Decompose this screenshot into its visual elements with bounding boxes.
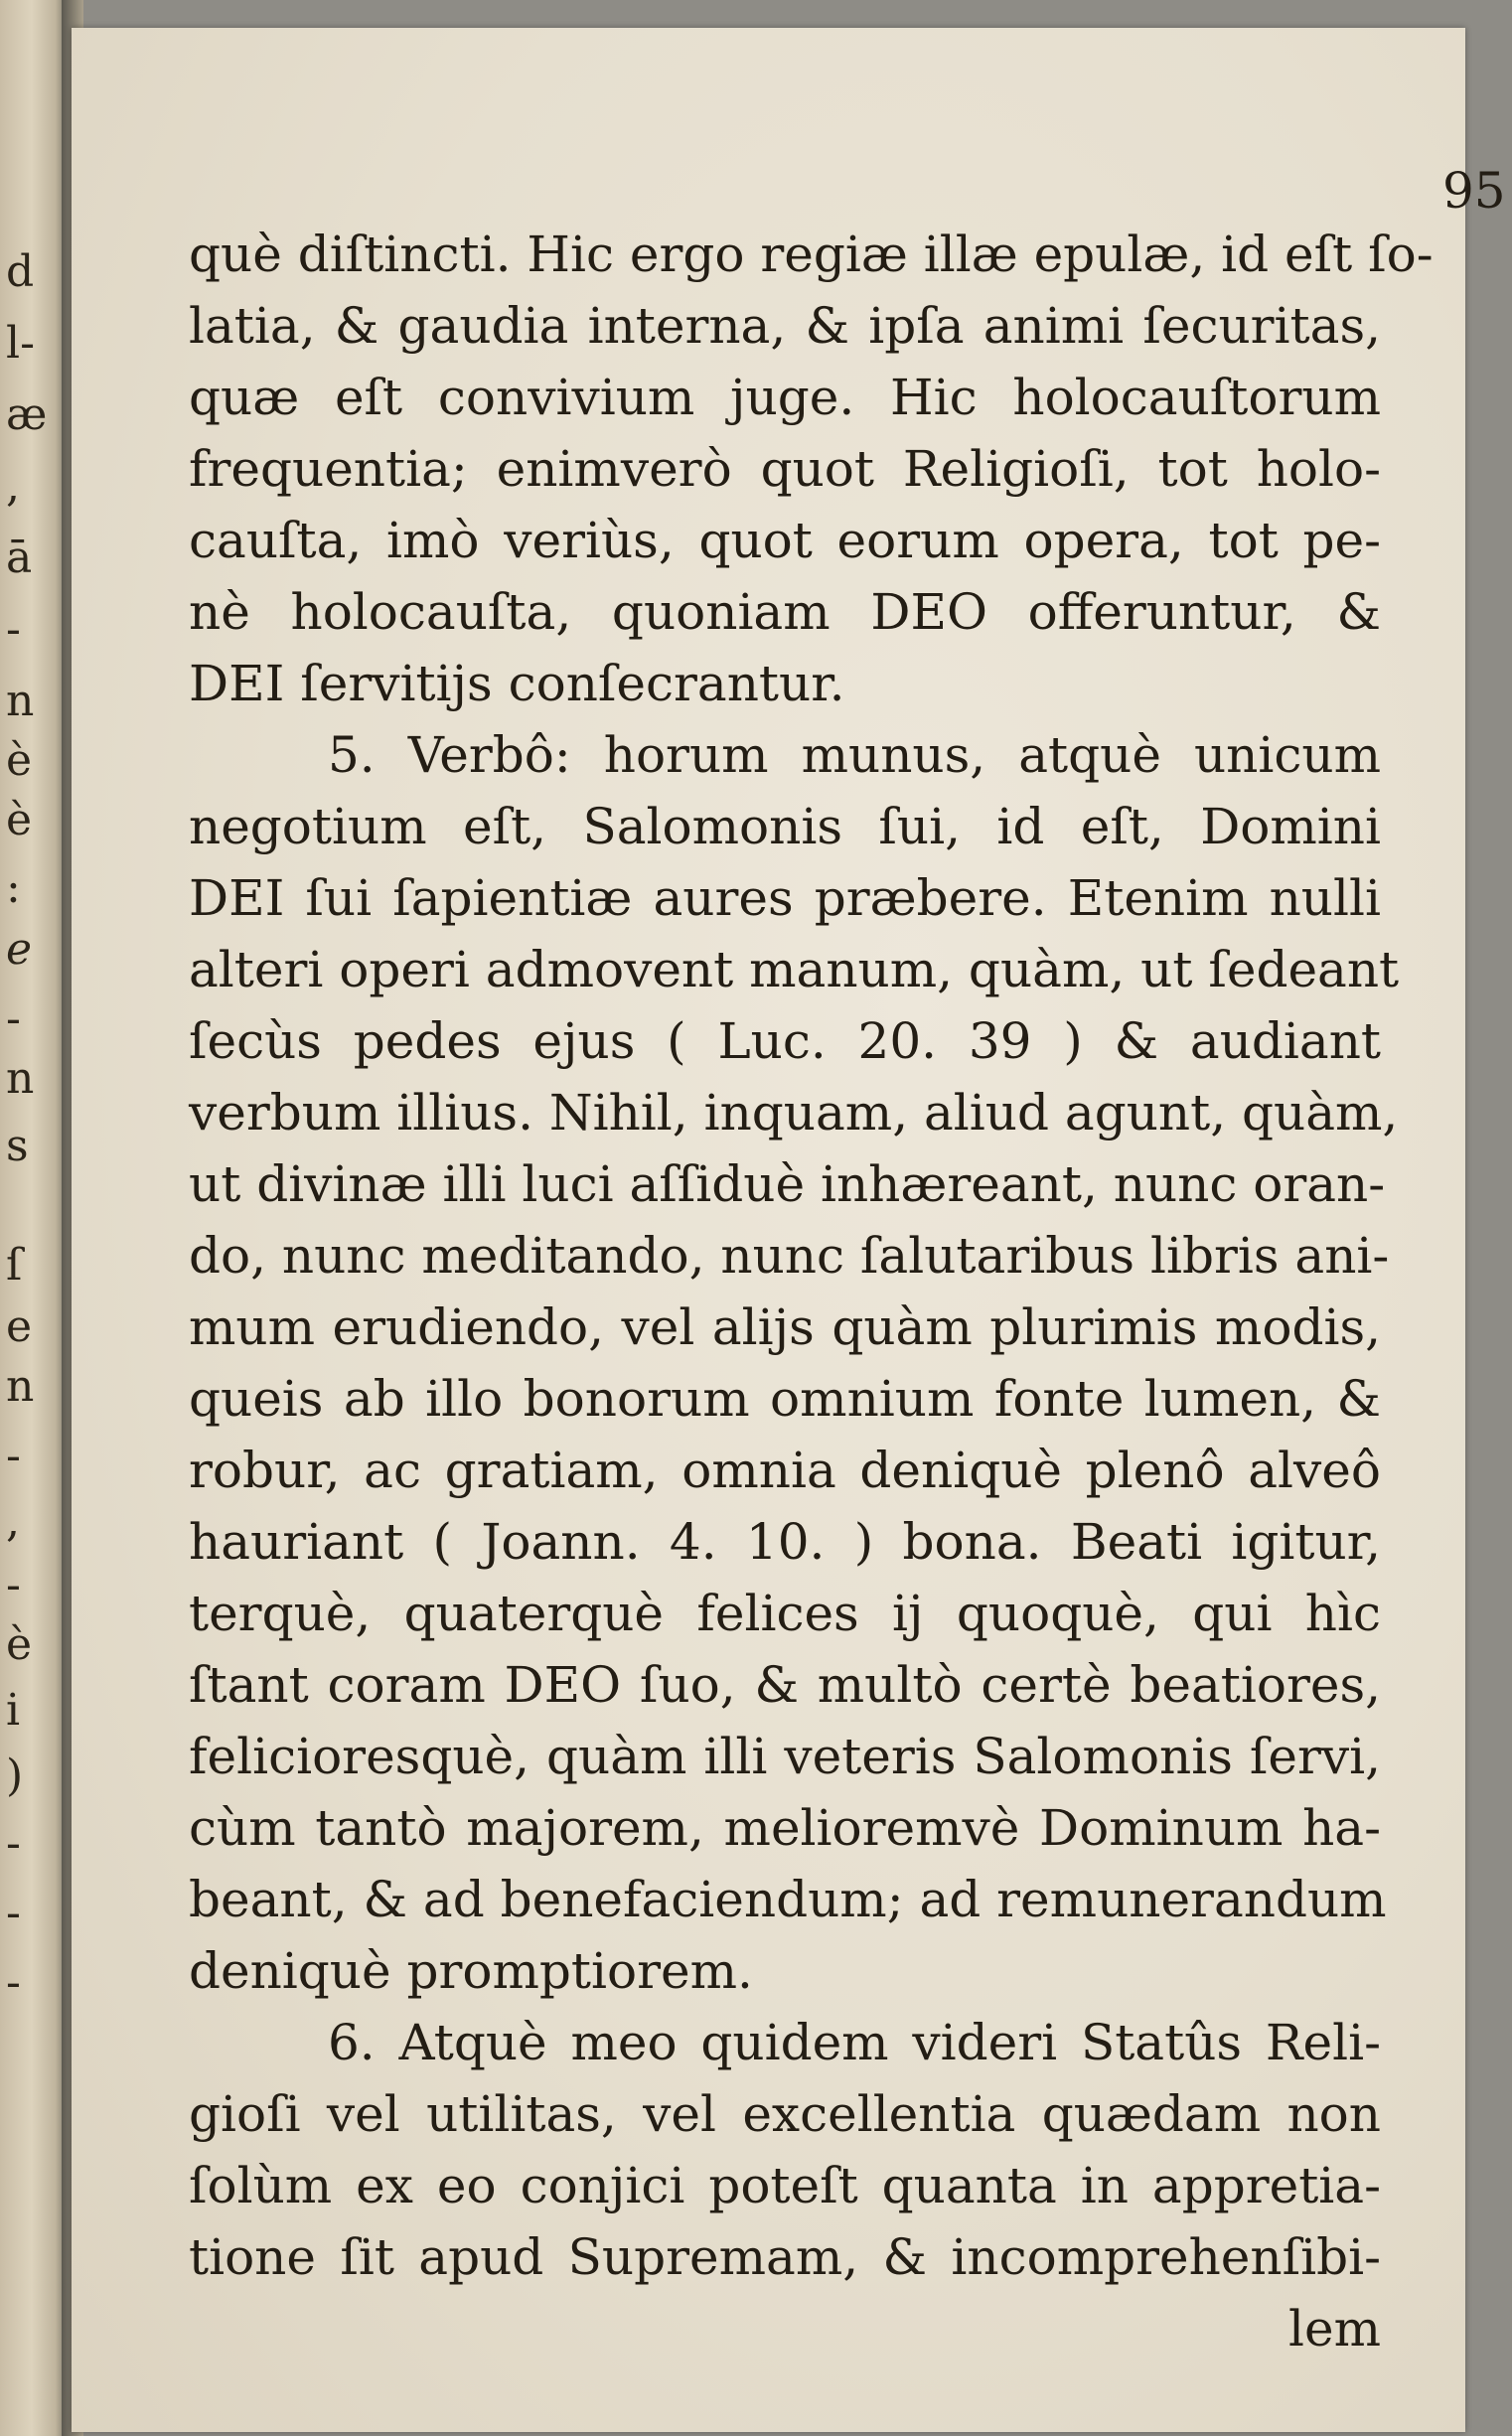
text-line: cauſta, imò veriùs, quot eorum opera, tot pe-: [189, 512, 1381, 569]
text-line: beant, & ad benefaciendum; ad remunerandum: [189, 1871, 1387, 1928]
text-line: gioſi vel utilitas, vel excellentia quædam non: [189, 2085, 1381, 2143]
text-line: DEI ſervitijs conſecrantur.: [189, 655, 845, 712]
text-line: quæ eſt convivium juge. Hic holocauſtorum: [189, 369, 1381, 426]
edge-fragment: l-: [6, 318, 35, 369]
edge-fragment: ,: [6, 1496, 20, 1547]
edge-fragment: ſ: [6, 1240, 23, 1291]
edge-fragment: ā: [6, 533, 33, 583]
text-line: tione ſit apud Supremam, & incomprehenſibi-: [189, 2228, 1381, 2286]
edge-fragment: -: [6, 1957, 21, 2008]
text-line: nè holocauſta, quoniam DEO offeruntur, &: [189, 583, 1381, 641]
text-line: hauriant ( Joann. 4. 10. ) bona. Beati igitur,: [189, 1513, 1381, 1571]
text-line: latia, & gaudia interna, & ipſa animi ſecuritas,: [189, 297, 1381, 355]
text-line: ſtant coram DEO ſuo, & multò certè beatiores,: [189, 1656, 1381, 1714]
text-line: queis ab illo bonorum omnium fonte lumen, &: [189, 1370, 1381, 1428]
edge-fragment: n: [6, 676, 35, 726]
text-line: ut divinæ illi luci aſſiduè inhæreant, nunc oran-: [189, 1155, 1386, 1213]
edge-fragment: æ: [6, 389, 48, 440]
edge-fragment: n: [6, 1361, 35, 1412]
edge-fragment: e: [6, 1301, 33, 1352]
text-line: verbum illius. Nihil, inquam, aliud agunt, quàm,: [189, 1084, 1399, 1142]
catchword: lem: [1288, 2300, 1381, 2358]
edge-fragment: ,: [6, 461, 20, 512]
edge-fragment: -: [6, 993, 21, 1044]
edge-fragment: -: [6, 1818, 21, 1869]
page-number: 95: [1442, 162, 1506, 220]
facing-page-edge: [0, 0, 70, 2436]
text-line: felicioresquè, quàm illi veteris Salomonis ſervi,: [189, 1728, 1381, 1785]
text-line: ſecùs pedes ejus ( Luc. 20. 39 ) & audiant: [189, 1012, 1381, 1070]
edge-fragment: s: [6, 1121, 29, 1171]
edge-fragment: ℯ: [6, 924, 33, 975]
text-line: mum erudiendo, vel alijs quàm plurimis modis,: [189, 1298, 1381, 1356]
edge-fragment: -: [6, 1431, 21, 1481]
text-line: què diſtincti. Hic ergo regiæ illæ epulæ, id eſt ſo-: [189, 226, 1434, 283]
text-line: frequentia; enimverò quot Religioſi, tot holo-: [189, 440, 1381, 498]
paragraph-start-line: 6. Atquè meo quidem videri Statûs Reli-: [328, 2014, 1381, 2071]
text-line: do, nunc meditando, nunc ſalutaribus libris ani-: [189, 1227, 1390, 1285]
edge-fragment: è: [6, 795, 33, 845]
edge-fragment: i: [6, 1685, 21, 1736]
edge-fragment: n: [6, 1053, 35, 1104]
book-page: [72, 28, 1506, 2432]
edge-fragment: è: [6, 735, 33, 786]
text-line: ſolùm ex eo conjici poteſt quanta in appretia-: [189, 2157, 1381, 2214]
edge-fragment: è: [6, 1619, 33, 1670]
edge-fragment: ): [6, 1751, 24, 1801]
text-line: terquè, quaterquè felices ij quoquè, qui hìc: [189, 1585, 1381, 1642]
paragraph-start-line: 5. Verbô: horum munus, atquè unicum: [328, 726, 1381, 784]
edge-fragment: -: [6, 1888, 21, 1938]
body-text: [189, 219, 1434, 2364]
edge-fragment: d: [6, 246, 35, 297]
edge-fragment: -: [6, 604, 21, 655]
text-line: negotium eſt, Salomonis ſui, id eſt, Domini: [189, 798, 1381, 855]
text-line: alteri operi admovent manum, quàm, ut ſedeant: [189, 941, 1400, 998]
text-line: cùm tantò majorem, melioremvè Dominum ha-: [189, 1799, 1381, 1857]
facing-page-text-fragments: [6, 0, 58, 2436]
text-line: deniquè promptiorem.: [189, 1942, 753, 2000]
text-line: robur, ac gratiam, omnia deniquè plenô alveô: [189, 1442, 1381, 1499]
edge-fragment: -: [6, 1560, 21, 1610]
edge-fragment: :: [6, 862, 21, 913]
text-line: DEI ſui ſapientiæ aures præbere. Etenim nulli: [189, 869, 1381, 927]
